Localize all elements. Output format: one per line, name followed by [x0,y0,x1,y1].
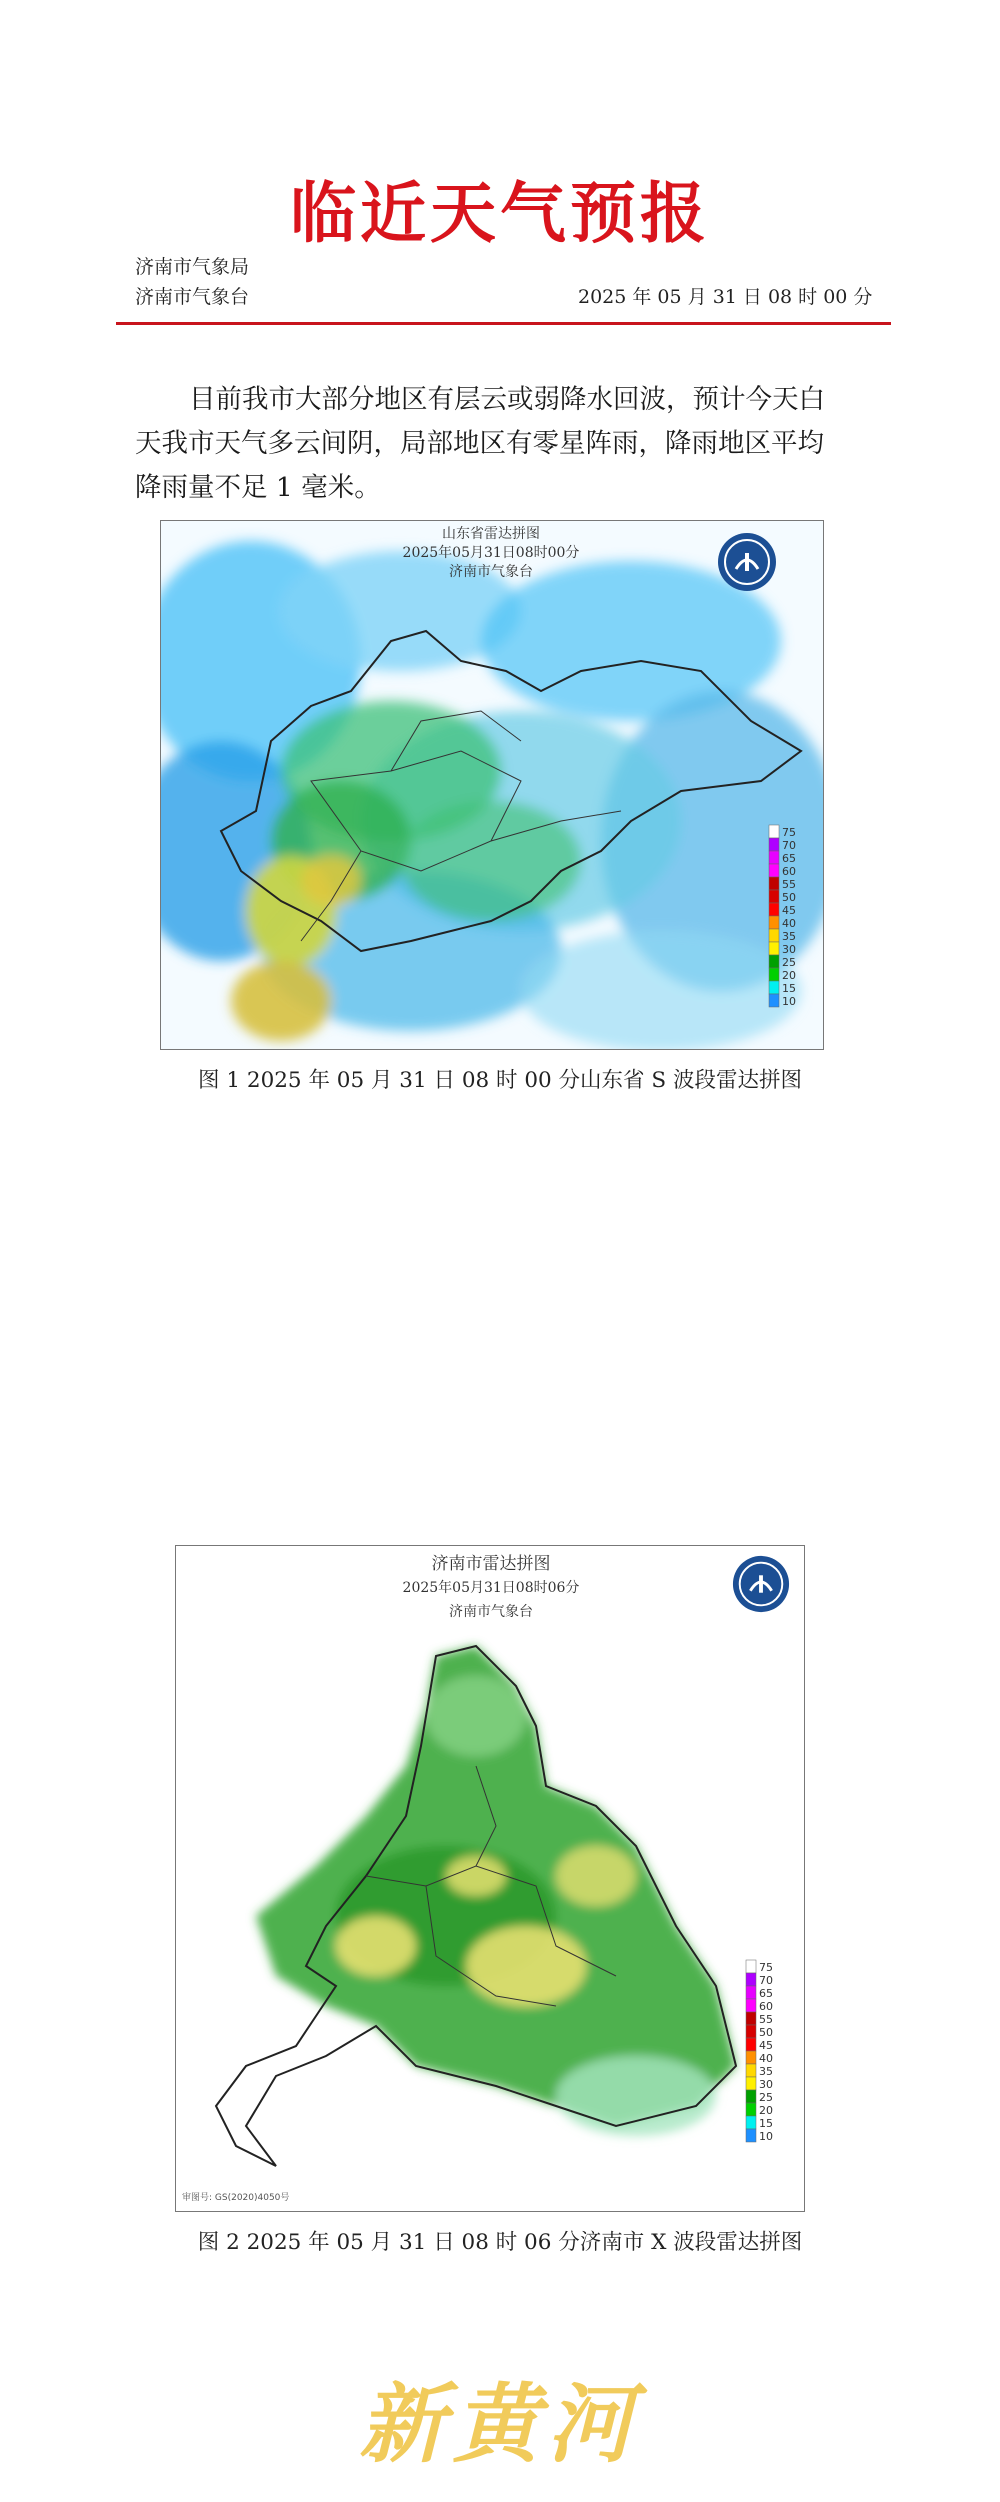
legend-swatch [769,994,779,1007]
legend-tick-label: 25 [759,2091,773,2104]
jinan-map-source: 济南市气象台 [449,1604,533,1620]
legend-swatch [769,838,779,851]
legend-tick-label: 50 [759,2026,773,2039]
shandong-map-time: 2025年05月31日08时00分 [402,545,580,561]
legend-swatch [769,851,779,864]
legend-swatch [746,2012,756,2025]
legend-tick-label: 55 [782,878,796,891]
shandong-map-title: 山东省雷达拼图 [442,526,540,542]
jinan-radar-image [176,1546,804,2211]
issuer-observatory: 济南市气象台 [135,286,250,308]
legend-tick-label: 20 [782,969,796,982]
legend-swatch [769,825,779,838]
legend-swatch [769,877,779,890]
legend-swatch [769,968,779,981]
legend-swatch [746,1986,756,1999]
shandong-radar-image [161,521,823,1049]
legend-swatch [769,955,779,968]
legend-tick-label: 45 [782,904,796,917]
legend-swatch [746,1960,756,1973]
legend-tick-label: 75 [782,826,796,839]
legend-tick-label: 20 [759,2104,773,2117]
legend-swatch [746,2129,756,2142]
legend-swatch [769,942,779,955]
legend-tick-label: 55 [759,2013,773,2026]
figure2-caption: 图 2 2025 年 05 月 31 日 08 时 06 分济南市 X 波段雷达拼图 [197,2230,803,2255]
jinan-map-text [346,1552,636,1624]
legend-tick-label: 70 [759,1974,773,1987]
legend-swatch [769,981,779,994]
jinan-map-time: 2025年05月31日08时06分 [402,1580,580,1596]
legend-tick-label: 65 [782,852,796,865]
issuer-bureau: 济南市气象局 [135,256,250,278]
legend-colorbar-1 [767,821,817,1021]
legend-tick-label: 65 [759,1987,773,2000]
legend-swatch [746,2090,756,2103]
legend-tick-label: 25 [782,956,796,969]
legend-tick-label: 10 [759,2130,773,2143]
legend-swatch [746,1999,756,2012]
legend-swatch [746,2064,756,2077]
legend-tick-label: 40 [759,2052,773,2065]
legend-tick-label: 35 [759,2065,773,2078]
legend-swatch [746,2103,756,2116]
legend-swatch [746,2025,756,2038]
legend-tick-label: 45 [759,2039,773,2052]
page-title: 临近天气预报 [290,175,710,252]
legend-swatch [746,2038,756,2051]
figure1-caption: 图 1 2025 年 05 月 31 日 08 时 00 分山东省 S 波段雷达拼图 [198,1068,802,1093]
map-review-number: 审图号: GS(2020)4050号 [182,2193,290,2203]
legend-tick-label: 75 [759,1961,773,1974]
legend-tick-label: 30 [782,943,796,956]
jinan-map-title: 济南市雷达拼图 [431,1554,551,1574]
legend-swatch [769,864,779,877]
meteorological-logo-icon [731,1554,791,1614]
legend-swatch [769,916,779,929]
header-divider [116,322,891,325]
legend-tick-label: 10 [782,995,796,1008]
legend-colorbar-2 [744,1956,794,2156]
legend-swatch [746,2116,756,2129]
legend-swatch [746,2077,756,2090]
shandong-map-text [361,525,621,582]
legend-swatch [746,2051,756,2064]
legend-swatch [769,929,779,942]
legend-tick-label: 15 [759,2117,773,2130]
legend-tick-label: 50 [782,891,796,904]
legend-tick-label: 35 [782,930,796,943]
legend-tick-label: 30 [759,2078,773,2091]
legend-tick-label: 60 [759,2000,773,2013]
forecast-paragraph: 目前我市大部分地区有层云或弱降水回波，预计今天白天我市天气多云间阴，局部地区有零星阵雨，降雨地区平均降雨量不足 1 毫米。 [135,384,825,503]
issue-datetime: 2025 年 05 月 31 日 08 时 00 分 [578,286,873,308]
legend-swatch [746,1973,756,1986]
legend-tick-label: 70 [782,839,796,852]
shandong-radar-map [160,520,824,1050]
jinan-radar-map [175,1545,805,2212]
meteorological-logo-icon [716,531,778,593]
legend-swatch [769,903,779,916]
brand-logo: 新黄河 [359,2374,641,2475]
legend-tick-label: 40 [782,917,796,930]
shandong-map-source: 济南市气象台 [449,564,533,580]
legend-swatch [769,890,779,903]
legend-tick-label: 60 [782,865,796,878]
legend-tick-label: 15 [782,982,796,995]
